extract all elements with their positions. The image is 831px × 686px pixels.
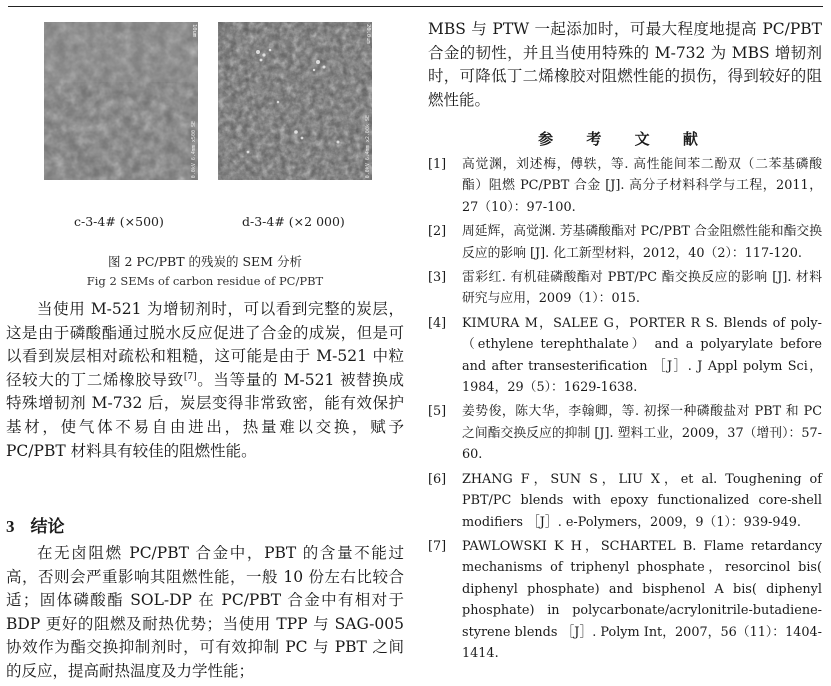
section-heading — [6, 512, 65, 537]
reference-text: 姜势俊，陈大华，李翰卿，等. 初探一种磷酸盐对 PBT 和 PC 之间酯交换反应的抑制 [J]. 塑料工业，2009，37（增刊）：57-60. — [462, 404, 822, 463]
reference-number: [7] — [428, 538, 447, 554]
reference-number: [4] — [428, 315, 447, 331]
reference-text: 雷彩红. 有机硅磷酸酯对 PBT/PC 酯交换反应的影响 [J]. 材料研究与应用，2009（1）：015. — [462, 270, 822, 307]
paragraph-conclusion — [6, 542, 404, 684]
section-number: 3 — [6, 517, 15, 536]
reference-item — [428, 401, 822, 465]
reference-number: [6] — [428, 471, 447, 487]
paragraph-text: 。当等量的 M-521 被替换成特殊增韧剂 M-732 后，炭层变得非常致密，能有效保护基材，使气体不易自由进出，热量难以交换，赋予 PC/PBT 材料具有较佳的阻燃性能。 — [6, 370, 404, 460]
paragraph-carbon-layer — [6, 298, 404, 463]
sem-image-d — [218, 22, 372, 180]
reference-item — [428, 221, 822, 264]
reference-item — [428, 536, 822, 664]
reference-item — [428, 154, 822, 218]
reference-item — [428, 267, 822, 310]
subcaption-d: d-3-4# (×2 000) — [242, 214, 345, 229]
left-column — [6, 8, 404, 686]
figure-caption-en: Fig 2 SEMs of carbon residue of PC/PBT — [86, 274, 324, 288]
reference-number: [3] — [428, 270, 447, 286]
reference-number: [1] — [428, 157, 447, 172]
reference-text: KIMURA M，SALEE G，PORTER R S. Blends of poly-（ethylene terephthalate） and a polyarylate before and after transesterification ［J］. J Appl polym Sci，1984，29（5）：1629-1638. — [462, 315, 822, 396]
reference-text: 高觉渊，刘述梅，傅轶，等. 高性能间苯二酚双（二苯基磷酸酯）阻燃 PC/PBT 合金 [J]. 高分子材料科学与工程，2011，27（10）：97-100. — [462, 157, 822, 215]
references-title: 参 考 文 献 — [538, 130, 712, 148]
subcaption-c: c-3-4# (×500) — [74, 214, 164, 229]
sem-texture-c — [44, 22, 198, 180]
reference-text: 周延辉，高觉渊. 芳基磷酸酯对 PC/PBT 合金阻燃性能和酯交换反应的影响 [J]. 化工新型材料，2012，40（2）：117-120. — [462, 224, 822, 261]
reference-item — [428, 469, 822, 533]
reference-text: ZHANG F，SUN S，LIU X，et al. Toughening of PBT/PC blends with epoxy functionalized core-shell modifiers ［J］. e-Polymers，2009，9（1）：939-949. — [462, 471, 822, 530]
right-column — [428, 8, 822, 686]
sem-texture-d — [218, 22, 372, 180]
citation-sup: [7] — [183, 371, 197, 382]
reference-number: [5] — [428, 404, 447, 420]
sem-meta-label: 0.0kV 6.4mm x500 SE — [191, 120, 197, 178]
sem-scale-label: 20.0um — [365, 24, 371, 44]
reference-item — [428, 313, 822, 399]
reference-text: PAWLOWSKI K H，SCHARTEL B. Flame retardancy mechanisms of triphenyl phosphate，resorcinol bis( diphenyl phosphate) and bisphenol A bis( diphenyl phosphate) in polycarbonate/acrylonitrile-butadiene-styrene blends ［J］. Polym Int，2007，56（11）：1404-1414. — [462, 538, 822, 661]
paragraph-text: 当使用 M-521 为增韧剂时，可以看到完整的炭层，这是由于磷酸酯通过脱水反应促进了合金的成炭，但是可以看到炭层相对疏松和粗糙，这可能是由于 M-521 中粒径较大的丁二烯橡胶导致 — [6, 300, 404, 389]
paragraph-text: 在无卤阻燃 PC/PBT 合金中，PBT 的含量不能过高，否则会严重影响其阻燃性能，一般 10 份左右比较合适；固体磷酸酯 SOL-DP 在 PC/PBT 合金中有相对于 BDP 更好的阻燃及耐热优势；当使用 TPP 与 SAG-005 协效作为酯交换抑制剂时，可有效抑制 PC 与 PBT 之间的反应，提高耐热温度及力学性能； — [6, 544, 404, 680]
top-rule — [8, 6, 823, 7]
section-title: 结论 — [30, 517, 65, 537]
sem-image-c — [44, 22, 198, 180]
sem-scale-label: 10um — [191, 24, 197, 38]
reference-number: [2] — [428, 224, 447, 240]
figure-caption-cn: 图 2 PC/PBT 的残炭的 SEM 分析 — [108, 254, 302, 269]
sem-meta-label: 0.0kV 6.4mm x2.00k SE — [365, 114, 371, 178]
paragraph-conclusion-continued: MBS 与 PTW 一起添加时，可最大程度地提高 PC/PBT 合金的韧性，并且当使用特殊的 M-732 为 MBS 增韧剂时，可降低丁二烯橡胶对阻燃性能的损伤，得到较好的阻燃性能。 — [428, 20, 822, 109]
reference-list — [428, 154, 822, 667]
